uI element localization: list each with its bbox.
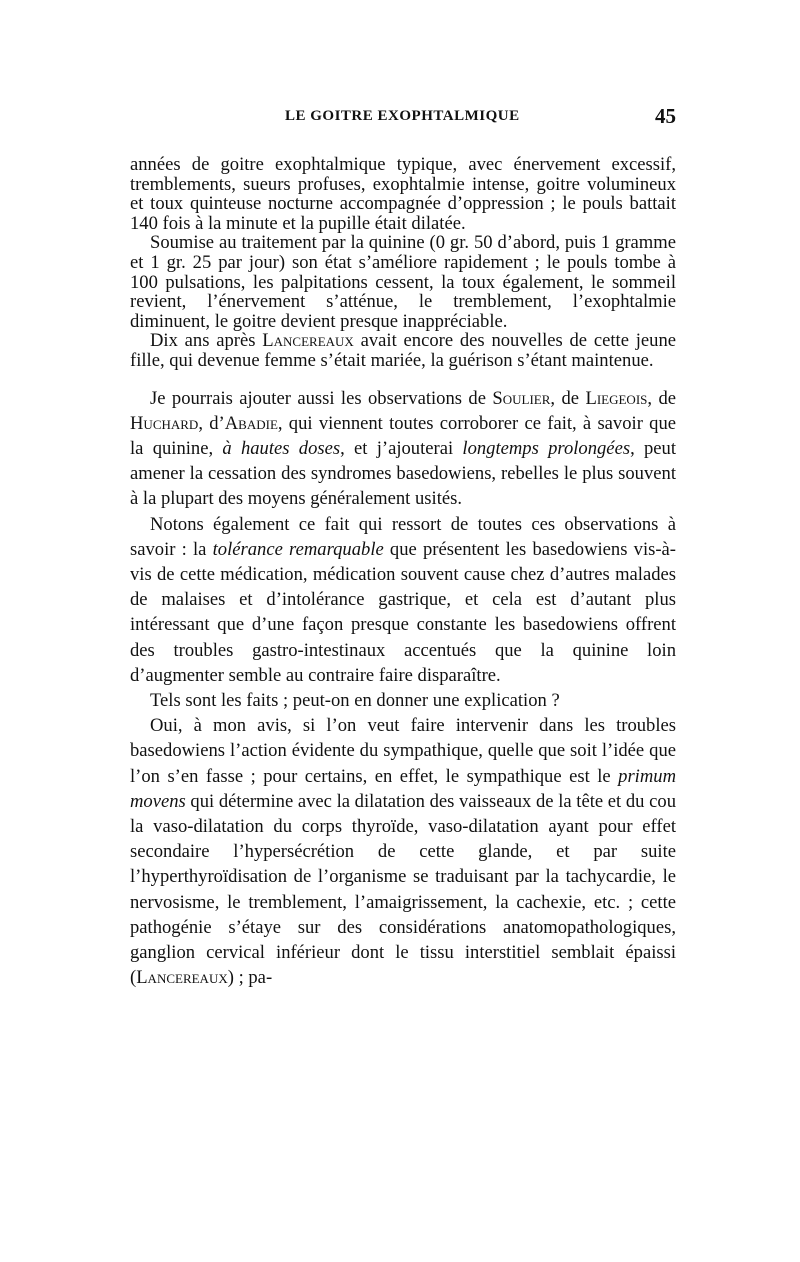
emphasis: longtemps prolongées bbox=[462, 437, 631, 459]
paragraph-treatment: Soumise au traitement par la quinine (0 gr. 50 d’abord, puis 1 gramme et 1 gr. 25 par jour) son état s’améliore rapidement ; le pouls tombe à 100 pulsations, les palpitations cessent, la toux également, le sommeil revient, l’énervement s’atténue, le tremblement, l’exophtalmie diminuent, le goitre devient presque inappréciable. bbox=[130, 232, 676, 332]
emphasis: primum movens bbox=[130, 765, 676, 812]
page-header bbox=[130, 104, 676, 132]
body-text bbox=[130, 155, 676, 990]
emphasis: tolérance remarquable bbox=[212, 538, 384, 560]
paragraph-case-description: années de goitre exophtalmique typique, avec énervement excessif, tremblements, sueurs profuses, exophtalmie intense, goitre volumineux et toux quinteuse nocturne accompagnée d’oppression ; le pouls battait 140 fois à la minute et la pupille était dilatée. bbox=[130, 154, 676, 234]
discussion-block bbox=[130, 386, 676, 991]
emphasis: à hautes doses bbox=[222, 437, 341, 459]
author-name: Lancereaux bbox=[262, 330, 354, 352]
paragraph-follow-up: Dix ans après Lancereaux avait encore des nouvelles de cette jeune fille, qui devenue femme s’était mariée, la guérison s’étant maintenue. bbox=[130, 330, 677, 371]
paragraph-other-observations: Je pourrais ajouter aussi les observations de Soulier, de Liegeois, de Huchard, d’Abadie, qui viennent toutes corroborer ce fait, à savoir que la quinine, à hautes doses, et j’ajouterai longtemps prolongées, peut amener la cessation des syndromes basedowiens, rebelles le plus souvent à la plupart des moyens généralement usités. bbox=[130, 387, 676, 510]
author-name: Lancereaux bbox=[136, 967, 228, 989]
paragraph-question: Tels sont les faits ; peut-on en donner une explication ? bbox=[150, 689, 560, 711]
page-number: 45 bbox=[655, 104, 676, 128]
author-name: Soulier bbox=[492, 387, 551, 409]
author-name: Abadie bbox=[224, 412, 278, 434]
observation-block bbox=[130, 155, 676, 371]
paragraph-explanation: Oui, à mon avis, si l’on veut faire intervenir dans les troubles basedowiens l’action évidente du sympathique, quelle que soit l’idée que l’on s’en fasse ; pour certains, en effet, le sympathique est le primum movens qui détermine avec la dilatation des vaisseaux de la tête et du cou la vaso-dilatation du corps thyroïde, vaso-dilatation ayant pour effet secondaire l’hypersécrétion de cette glande, et par suite l’hyperthyroïdisation de l’organisme se traduisant par la tachycardie, le nervosisme, le tremblement, l’amaigrissement, la cachexie, etc. ; cette pathogénie s’étaye sur des considérations anatomopathologiques, ganglion cervical inférieur dont le tissu interstitiel semblait épaissi (Lancereaux) ; pa- bbox=[130, 715, 676, 989]
paragraph-tolerance: Notons également ce fait qui ressort de toutes ces observations à savoir : la tolérance remarquable que présentent les basedowiens vis-à-vis de cette médication, médication souvent cause chez d’autres malades de malaises et d’intolérance gastrique, et cela est d’autant plus intéressant que d’une façon presque constante les basedowiens offrent des troubles gastro-intestinaux accentués que la quinine loin d’augmenter semble au contraire faire disparaître. bbox=[130, 513, 676, 686]
running-title: LE GOITRE EXOPHTALMIQUE bbox=[285, 108, 520, 124]
author-name: Huchard bbox=[130, 412, 199, 434]
author-name: Liegeois bbox=[585, 387, 648, 409]
